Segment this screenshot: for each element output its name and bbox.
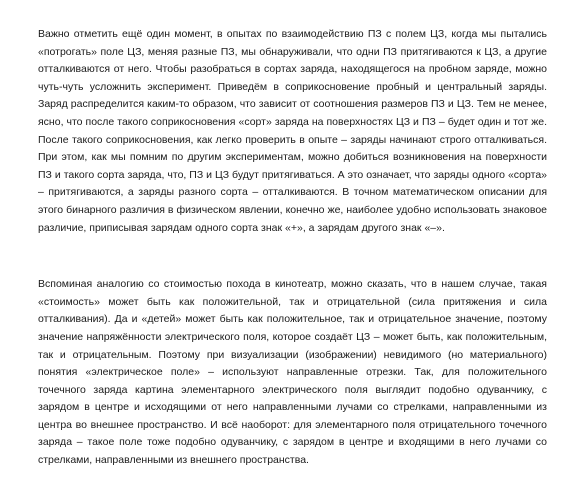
document-body [38,26,547,470]
paragraph-charge-sorts: Важно отметить ещё один момент, в опытах по взаимодействию ПЗ с полем ЦЗ, когда мы пытались «потрогать» поле ЦЗ, меняя разные ПЗ, мы обнаруживали, что одни ПЗ притягиваются к ЦЗ, а другие отталкиваются от него. Чтобы разобраться в сортах заряда, находящегося на пробном заряде, можно чуть-чуть усложнить эксперимент. Приведём в соприкосновение пробный и центральный заряды. Заряд распределится каким-то образом, что зависит от соотношения размеров ПЗ и ЦЗ. Тем не менее, ясно, что после такого соприкосновения «сорт» заряда на поверхностях ЦЗ и ПЗ – будет один и тот же. После такого соприкосновения, как легко проверить в опыте – заряды начинают строго отталкиваться. При этом, как мы помним по другим экспериментам, можно добиться возникновения на поверхности ПЗ и такого сорта заряда, что, ПЗ и ЦЗ будут притягиваться. А это означает, что заряды одного «сорта» – притягиваются, а заряды разного сорта – отталкиваются. В точном математическом описании для этого бинарного различия в физическом явлении, конечно же, наиболее удобно использовать знаковое различие, приписывая зарядам одного сорта знак «+», а зарядам другого знак «–». [38,28,547,234]
paragraph-field-visualization: Вспоминая аналогию со стоимостью похода в кинотеатр, можно сказать, что в нашем случае, такая «стоимость» может быть как положительной, так и отрицательной (сила притяжения и сила отталкивания). Да и «детей» может быть как положительное, так и отрицательное значение, поэтому значение напряжённости электрического поля, которое создаёт ЦЗ – может быть, как положительным, так и отрицательным. Поэтому при визуализации (изображении) невидимого (но материального) понятия «электрическое поле» – используют направленные отрезки. Так, для положительного точечного заряда картина элементарного электрического поля выглядит подобно одуванчику, с зарядом в центре и исходящими от него направленными лучами со стрелками, направленными из центра во внешнее пространство. И всё наоборот: для элементарного поля отрицательного точечного заряда – такое поле тоже подобно одуванчику, с зарядом в центре и входящими в него лучами со стрелками, направленными из внешнего пространства. [38,278,547,467]
